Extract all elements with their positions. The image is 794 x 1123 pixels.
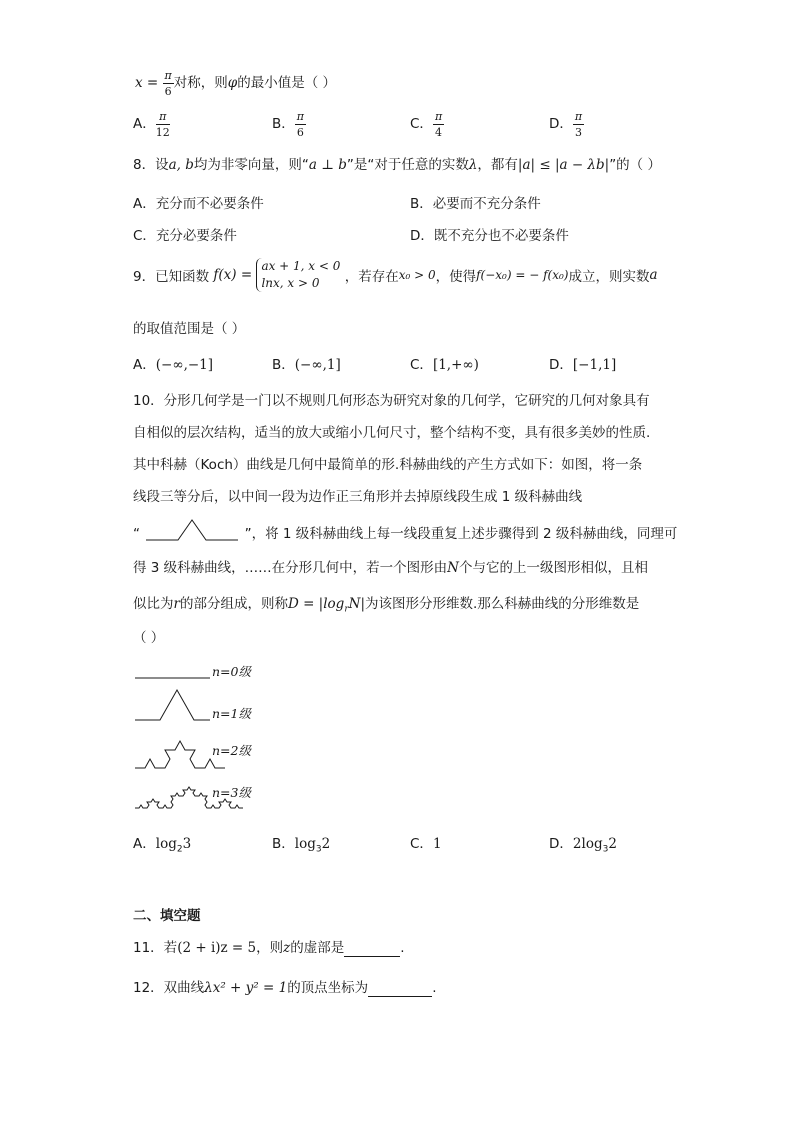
q6-option-d[interactable]: D． $\frac{\pi}{3}$ — [549, 109, 583, 139]
q10-line1: 10．分形几何学是一门以不规则几何形态为研究对象的几何学，它研究的几何对象具有 — [133, 393, 650, 409]
q6-tail-line — [135, 68, 336, 98]
q8-option-c[interactable]: C．充分必要条件 — [133, 228, 237, 244]
q9-option-a[interactable]: A．(−∞,−1] — [133, 357, 214, 373]
q10-option-b[interactable]: B．$\log_32$ — [272, 836, 331, 855]
q8-option-d[interactable]: D．既不充分也不必要条件 — [410, 228, 569, 244]
q12-answer-blank[interactable] — [368, 980, 432, 997]
q9-stem: 9．已知函数 f(x) = ax + 1, x < 0 lnx, x > 0 ，若存在x₀ > 0，使得f(−x₀) = − f(x₀)成立，则实数a — [133, 259, 658, 290]
koch-level1-curve — [135, 690, 210, 720]
q6-option-b[interactable]: B． $\frac{\pi}{6}$ — [272, 109, 304, 139]
koch-level3-label: n=3级 — [212, 785, 251, 800]
q9-option-c[interactable]: C．[1,+∞) — [410, 357, 479, 373]
koch-level1-label: n=1级 — [212, 706, 251, 721]
q6-option-c[interactable]: C． $\frac{\pi}{4}$ — [410, 109, 443, 139]
q10-option-c[interactable]: C．1 — [410, 836, 442, 852]
koch-level2-label: n=2级 — [212, 743, 251, 758]
q11-stem: 11．若(2 + i)z = 5，则z的虚部是 . — [133, 940, 405, 956]
q10-line4: 线段三等分后，以中间一段为边作正三角形并去掉原线段生成 1 级科赫曲线 — [133, 489, 583, 505]
q6-lhs: x = — [135, 75, 159, 91]
q9-option-b[interactable]: B．(−∞,1] — [272, 357, 341, 373]
q9-option-d[interactable]: D．[−1,1] — [549, 357, 617, 373]
q10-option-a[interactable]: A．$\log_23$ — [133, 836, 192, 855]
q6-phi: φ — [227, 75, 238, 91]
q9-line2: 的取值范围是（ ） — [133, 321, 246, 337]
q6-option-a[interactable]: A． $\frac{\pi}{12}$ — [133, 109, 170, 139]
q10-line6: 得 3 级科赫曲线，……在分形几何中，若一个图形由N个与它的上一级图形相似，且相 — [133, 560, 648, 576]
q8-option-b[interactable]: B．必要而不充分条件 — [410, 196, 541, 212]
q10-option-d[interactable]: D．$2\log_32$ — [549, 836, 617, 855]
q9-piecewise: ax + 1, x < 0 lnx, x > 0 — [256, 258, 340, 292]
q10-answer-paren: （ ） — [133, 630, 165, 646]
q6-fraction: $\frac{\pi}{6}$ — [164, 68, 172, 98]
q12-stem: 12．双曲线λx² + y² = 1的顶点坐标为 . — [133, 980, 437, 996]
q10-line3: 其中科赫（Koch）曲线是几何中最简单的形.科赫曲线的产生方式如下：如图，将一条 — [133, 457, 643, 473]
q10-line7: 似比为r的部分组成，则称$D = |\log_rN|$为该图形分形维数.那么科赫曲线的分形维数是 — [133, 596, 640, 615]
section-title-fill-in: 二、填空题 — [133, 908, 201, 924]
q6-text-b: 的最小值是（ ） — [237, 75, 336, 91]
q10-line5: “ ”，将 1 级科赫曲线上每一线段重复上述步骤得到 2 级科赫曲线，同理可 — [133, 516, 677, 542]
q6-text-a: 对称，则 — [173, 75, 228, 91]
inline-koch-level1-icon — [144, 516, 240, 542]
koch-curve-figure — [130, 656, 270, 816]
q11-answer-blank[interactable] — [344, 940, 400, 957]
q8-stem: 8．设a, b均为非零向量，则“a ⊥ b”是“对于任意的实数λ，都有|a| ≤ |a − λb|”的（ ） — [133, 157, 661, 173]
q10-line2: 自相似的层次结构，适当的放大或缩小几何尺寸，整个结构不变，具有很多美妙的性质. — [133, 425, 651, 441]
koch-level0-label: n=0级 — [212, 664, 251, 679]
q8-option-a[interactable]: A．充分而不必要条件 — [133, 196, 264, 212]
